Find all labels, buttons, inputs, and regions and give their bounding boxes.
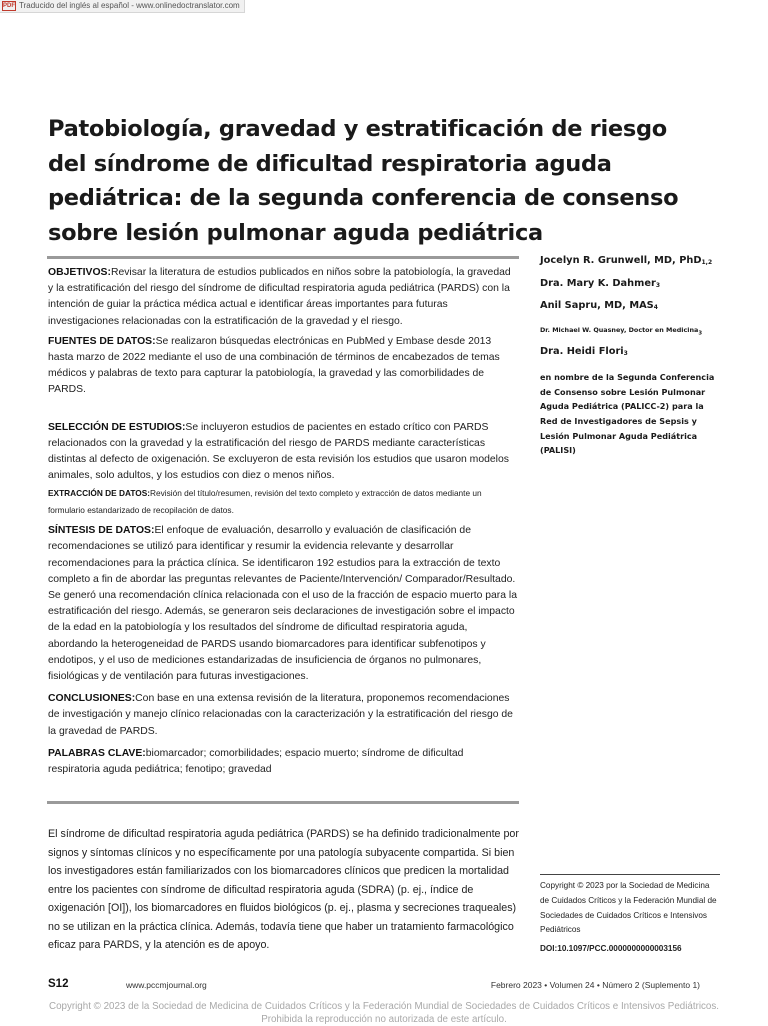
seleccion-label: SELECCIÓN DE ESTUDIOS: bbox=[48, 421, 186, 433]
journal-url[interactable]: www.pccmjournal.org bbox=[126, 980, 207, 990]
abstract-extraccion bbox=[48, 485, 518, 518]
issue-info: Febrero 2023 • Volumen 24 • Número 2 (Suplemento 1) bbox=[490, 980, 700, 990]
translator-banner[interactable] bbox=[0, 0, 245, 13]
objetivos-text: Revisar la literatura de estudios publicados en niños sobre la patobiología, la gravedad y la estratificación del riesgo del síndrome de dificultad respiratoria aguda pediátrica (PARDS) con la intención de guiar la práctica médica actual e identificar áreas importantes para futuras investigaciones relacionadas con la estratificación de la gravedad y el riesgo. bbox=[48, 267, 511, 327]
abstract-sintesis bbox=[48, 523, 518, 685]
fuentes-text: Se realizaron búsquedas electrónicas en PubMed y Embase desde 2013 hasta marzo de 2022 mediante el uso de una combinación de términos de encabezados de temas médicos y palabras de texto para capturar la patobiología, la gravedad y las comorbilidades de PARDS. bbox=[48, 335, 500, 396]
author-list bbox=[540, 251, 720, 458]
page-number: S12 bbox=[48, 978, 69, 990]
conclusiones-text: Con base en una extensa revisión de la literatura, proponemos recomendaciones de investigación y manejo clínico relacionadas con la caracterización y la estratificación del riesgo de la gravedad de PARDS. bbox=[48, 693, 513, 737]
abstract-seleccion bbox=[48, 420, 518, 485]
article-title: Patobiología, gravedad y estratificación de riesgo del síndrome de dificultad respiratoria aguda pediátrica: de la segunda conferencia de consenso sobre lesión pulmonar aguda pediátrica bbox=[48, 116, 679, 246]
bottom-copyright-line2: Prohibida la reproducción no autorizada de este artículo. bbox=[261, 1014, 507, 1025]
abstract-fuentes bbox=[48, 334, 518, 399]
palabras-text: biomarcador; comorbilidades; espacio muerto; síndrome de dificultad respiratoria aguda pediátrica; fenotipo; gravedad bbox=[48, 747, 464, 776]
objetivos-label: OBJETIVOS: bbox=[48, 267, 111, 278]
on-behalf-note: en nombre de la Segunda Conferencia de Consenso sobre Lesión Pulmonar Aguda Pediátrica (PALICC-2) para la Red de Investigadores de Sepsis y Lesión Pulmonar Aguda Pediátrica (PALISI) bbox=[540, 372, 715, 456]
bottom-copyright bbox=[0, 1000, 768, 1026]
author-item: Jocelyn R. Grunwell, MD, PhD$_{1,2}$ bbox=[540, 255, 713, 266]
abstract-top-rule bbox=[47, 256, 519, 259]
author-item: Anil Sapru, MD, $MAS_4$ bbox=[540, 300, 658, 311]
translator-banner-text: Traducido del inglés al español - www.onlinedoctranslator.com bbox=[19, 1, 240, 10]
author-item: Dra. Mary K. Dahmer$_3$ bbox=[540, 277, 661, 289]
seleccion-text: Se incluyeron estudios de pacientes en estado crítico con PARDS relacionados con la gravedad y la estratificación del riesgo de PARDS mediante características distintas al defecto de oxigenación. Se excluyeron de esta revisión los estudios que usaron modelos animales, solo adultos, y los estudios con diez o menos niños. bbox=[48, 421, 509, 482]
sintesis-label: SÍNTESIS DE DATOS: bbox=[48, 525, 155, 537]
extraccion-label: EXTRACCIÓN DE DATOS: bbox=[48, 488, 151, 499]
body-paragraph: El síndrome de dificultad respiratoria aguda pediátrica (PARDS) se ha definido tradicionalmente por signos y síntomas clínicos y no específicamente por una patología subyacente compartida. Si bien los investigadores están familiarizados con los biomarcadores clínicos que predicen la mortalidad entre los pacientes con síndrome de dificultad respiratoria aguda (SDRA) (p. ej., índice de oxigenación [OI]), los biomarcadores en fluidos biológicos (p. ej., plasma y secreciones traqueales) no se utilizan en la práctica clínica. Además, todavía tiene que haber un tratamiento farmacológico eficaz para PARDS, y la atención es de apoyo. bbox=[48, 828, 519, 951]
abstract bbox=[48, 265, 518, 778]
copyright-box bbox=[540, 874, 720, 957]
sintesis-text: El enfoque de evaluación, desarrollo y evaluación de clasificación de recomendaciones se utilizó para identificar y resumir la evidencia relevante y desarrollar recomendaciones para la práctica clínica. Se identificaron 192 estudios para la extracción de texto completo a fin de abordar las preguntas relevantes de Paciente/Intervención/ Comparador/Resultado. Se generó una recomendación clínica relacionada con el uso de la fracción de espacio muerto para la estratificación del riesgo. Además, se generaron seis declaraciones de investigación sobre el impacto de la edad en la patobiología y los resultados del síndrome de dificultad respiratoria aguda, abordando la heterogeneidad de PARDS usando biomarcadores para identificar subfenotipos y endotipos, y el uso de mediciones estandarizadas de insuficiencia de órganos no pulmonares, fisiológicas y de ventilación para futuras investigaciones. bbox=[48, 525, 518, 683]
copyright-text: Copyright © 2023 por la Sociedad de Medicina de Cuidados Críticos y la Federación Mundial de Sociedades de Cuidados Críticos e Intensivos Pediátricos bbox=[540, 881, 717, 935]
extraccion-text: Revisión del título/resumen, revisión del texto completo y extracción de datos mediante un formulario estandarizado de recopilación de datos. bbox=[48, 488, 482, 515]
doi-link[interactable]: DOI:10.1097/PCC.0000000000003156 bbox=[540, 944, 682, 954]
abstract-palabras-clave bbox=[48, 746, 518, 778]
author-item-small: Dr. Michael W. Quasney, Doctor en Medicina$_3$ bbox=[540, 325, 703, 336]
fuentes-label: FUENTES DE DATOS: bbox=[48, 335, 156, 347]
page-footer bbox=[48, 980, 700, 994]
abstract-conclusiones bbox=[48, 691, 518, 740]
author-item: Dra. Heidi Flori$_3$ bbox=[540, 345, 628, 357]
abstract-objetivos bbox=[48, 265, 518, 330]
abstract-bottom-rule bbox=[47, 801, 519, 804]
translator-logo-icon: PDF bbox=[3, 3, 15, 9]
palabras-label: PALABRAS CLAVE: bbox=[48, 747, 146, 759]
conclusiones-label: CONCLUSIONES: bbox=[48, 693, 136, 705]
bottom-copyright-line1: Copyright © 2023 de la Sociedad de Medicina de Cuidados Críticos y la Federación Mundial de Sociedades de Cuidados Críticos e Intensivos Pediátricos. bbox=[49, 1001, 719, 1012]
